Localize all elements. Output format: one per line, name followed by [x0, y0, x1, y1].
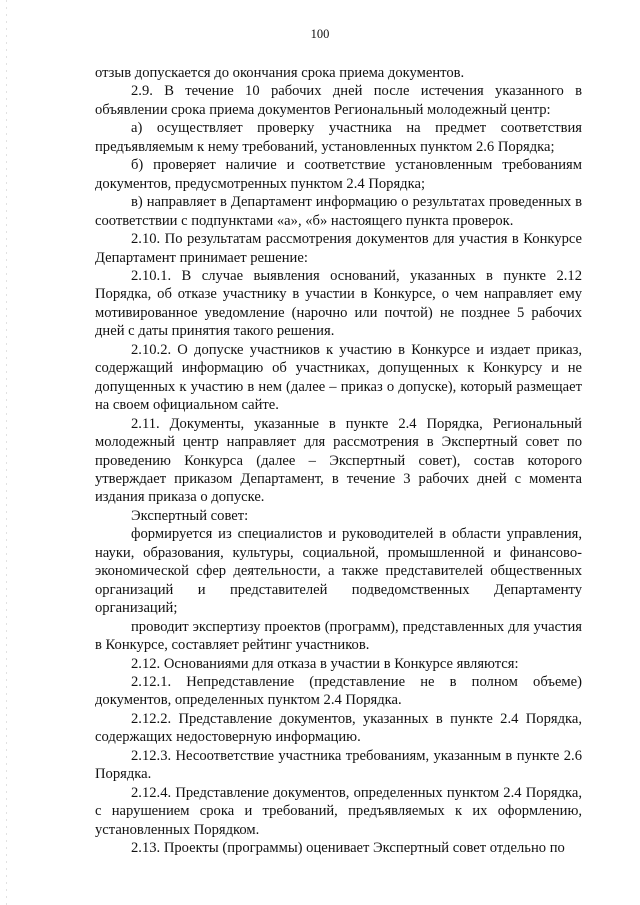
document-body — [95, 64, 582, 857]
page-number: 100 — [310, 27, 330, 41]
scan-edge-artifact — [6, 0, 7, 905]
paragraph-2-10: 2.10. По результатам рассмотрения документов для участия в Конкурсе Департамент принимает решение: — [95, 231, 582, 266]
paragraph-2-10-2: 2.10.2. О допуске участников к участию в Конкурсе и издает приказ, содержащий информацию об участниках, допущенных к Конкурсу и не допущенных к участию в нем (далее – приказ о допуске), который размещает на своем официальном сайте. — [95, 341, 582, 414]
paragraph-2-11: 2.11. Документы, указанные в пункте 2.4 Порядка, Региональный молодежный центр направляет для рассмотрения в Экспертный совет по проведению Конкурса (далее – Экспертный совет), состав которого утверждает приказом Департамент, в течение 3 рабочих дней с момента издания приказа о допуске. — [95, 415, 582, 506]
paragraph-expert-council: Экспертный совет: — [131, 507, 249, 524]
paragraph-2-12-2: 2.12.2. Представление документов, указанных в пункте 2.4 Порядка, содержащих недостоверную информацию. — [95, 710, 582, 746]
paragraph-2-10-1: 2.10.1. В случае выявления оснований, указанных в пункте 2.12 Порядка, об отказе участнику в участии в Конкурсе, о чем направляет ему мотивированное уведомление (нарочно или почтой) не позднее 5 рабочих дней с даты принятия такого решения. — [95, 267, 582, 340]
paragraph-continuation: отзыв допускается до окончания срока приема документов. — [95, 65, 465, 81]
paragraph-2-12-1: 2.12.1. Непредставление (представление не в полном объеме) документов, определенных пунктом 2.4 Порядка. — [95, 673, 582, 709]
paragraph-2-9-v: в) направляет в Департамент информацию о результатах проведенных в соответствии с подпунктами «а», «б» настоящего пункта проверок. — [95, 194, 582, 229]
paragraph-council-review: проводит экспертизу проектов (программ), представленных для участия в Конкурсе, составляет рейтинг участников. — [95, 618, 582, 654]
paragraph-2-12: 2.12. Основаниями для отказа в участии в Конкурсе являются: — [131, 655, 519, 672]
paragraph-2-12-4: 2.12.4. Представление документов, определенных пунктом 2.4 Порядка, с нарушением срока и требований, предъявляемых к их оформлению, установленных Порядком. — [95, 784, 582, 838]
paragraph-2-9-b: б) проверяет наличие и соответствие установленным требованиям документов, предусмотренных пунктом 2.4 Порядка; — [95, 157, 582, 192]
paragraph-council-formed: формируется из специалистов и руководителей в области управления, науки, образования, культуры, социальной, промышленной и финансово-экономической сфер деятельности, а также представителей общественных организаций и представителей подведомственных Департаменту организаций; — [95, 526, 582, 617]
paragraph-2-9: 2.9. В течение 10 рабочих дней после истечения указанного в объявлении срока приема документов Региональный молодежный центр: — [95, 83, 582, 118]
paragraph-2-9-a: а) осуществляет проверку участника на предмет соответствия предъявляемым к нему требований, установленных пунктом 2.6 Порядка; — [95, 120, 582, 155]
paragraph-2-13: 2.13. Проекты (программы) оценивает Экспертный совет отдельно по — [131, 840, 565, 857]
paragraph-2-12-3: 2.12.3. Несоответствие участника требованиям, указанным в пункте 2.6 Порядка. — [95, 747, 582, 783]
